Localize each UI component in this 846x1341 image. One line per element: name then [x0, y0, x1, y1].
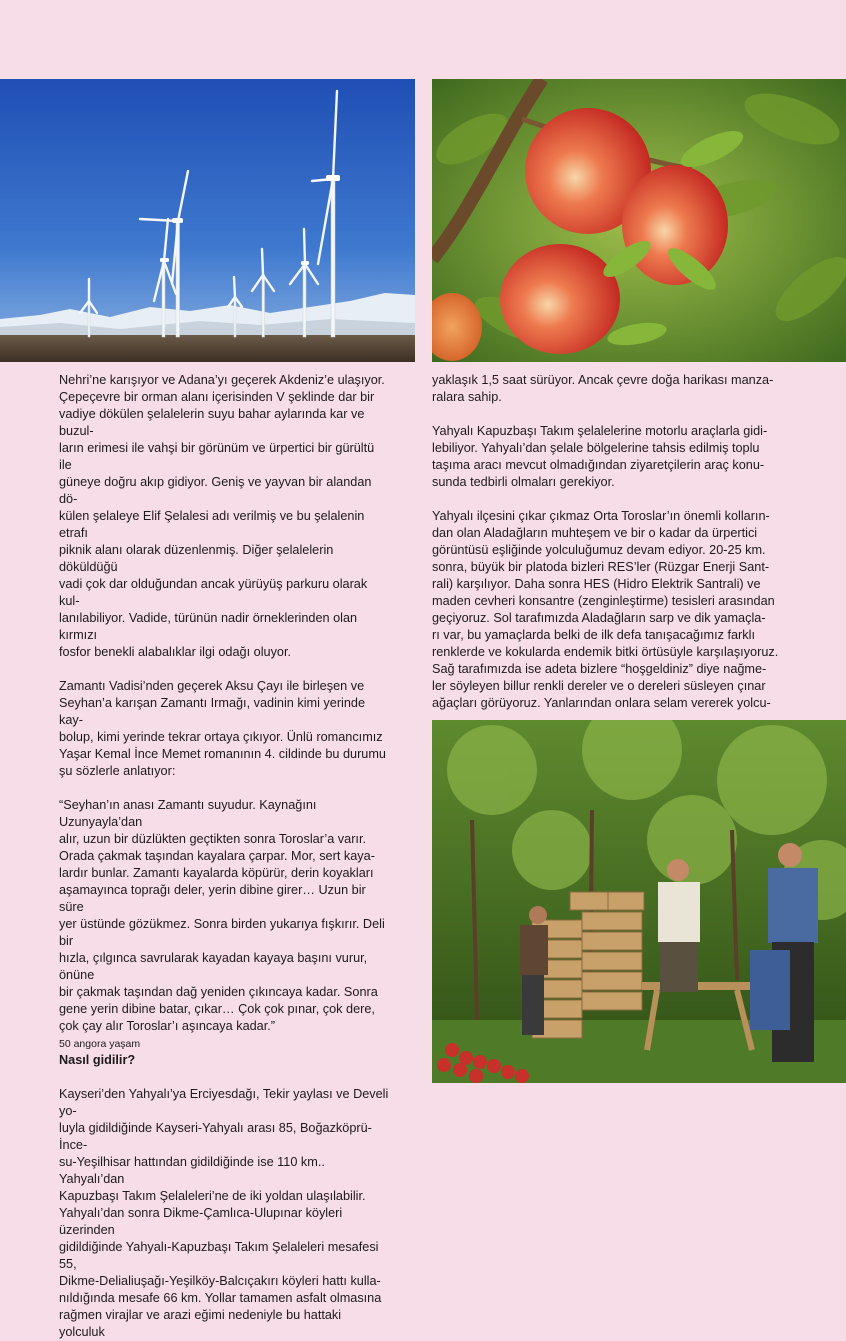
left-column [59, 372, 389, 1341]
wind-turbines-photo [0, 79, 415, 362]
right-column [432, 372, 790, 712]
right-paragraph-1: yaklaşık 1,5 saat sürüyor. Ancak çevre doğa harikası manza- ralara sahip. [432, 373, 774, 404]
wind-turbines-illustration [0, 79, 415, 362]
right-paragraph-2: Yahyalı Kapuzbaşı Takım şelalelerine motorlu araçlarla gidi- lebiliyor. Yahyalı’dan şelale bölgelerine tahsis edilmiş toplu taşıma aracı mevcut olmadığından ziyaretçilerin araç konu- sunda tedbirli olmaları gerekiyor. [432, 424, 768, 489]
apples-illustration [432, 79, 846, 362]
left-paragraph-1: Nehri’ne karışıyor ve Adana’yı geçerek Akdeniz’e ulaşıyor. Çepeçevre bir orman alanı içerisinden V şeklinde dar bir vadiye dökülen şelalelerin suyu bahar aylarında kar ve buzul- ların erimesi ile vahşi bir görünüm ve ürpertici bir gürültü ile güneye doğru akıp gidiyor. Geniş ve yayvan bir alandan dö- külen şelaleye Elif Şelalesi adı verilmiş ve bu şelalenin etrafı piknik alanı olarak düzenlenmiş. Diğer şelalelerin döküldüğü vadi çok dar olduğundan ancak yürüyüş parkuru olarak kul- lanılabiliyor. Vadide, türünün nadir örneklerinden olan kırmızı fosfor benekli alabalıklar ilgi odağı oluyor. [59, 373, 385, 659]
yasar-kemal-quote: “Seyhan’ın anası Zamantı suyudur. Kaynağını Uzunyayla’dan alır, uzun bir düzlükten geçtikten sonra Toroslar’a varır. Orada çakmak taşından kayalara çarpar. Mor, sert kaya- lardır bunlar. Zamantı kayalarda köpürür, derin koyakları aşamayınca toprağı deler, yerin dibine girer… Uzun bir süre yer üstünde gözükmez. Sonra birden yukarıya fışkırır. Deli bir hızla, çılgınca savrularak kayadan kayaya başını vurur, önüne bir çakmak taşından dağ yeniden çıkıncaya kadar. Sonra gene yerin dibine batar, çıkar… Çok çok pınar, çok dere, çok çay alır Toroslar’ı aşıncaya kadar.” [59, 798, 385, 1033]
apples-photo [432, 79, 846, 362]
how-to-get-there-heading: Nasıl gidilir? [59, 1053, 136, 1067]
left-paragraph-2: Zamantı Vadisi’nden geçerek Aksu Çayı ile birleşen ve Seyhan’a karışan Zamantı Irmağı, vadinin kimi yerinde kay- bolup, kimi yerinde tekrar ortaya çıkıyor. Ünlü romancımız Yaşar Kemal İnce Memet romanının 4. cildinde bu durumu şu sözlerle anlatıyor: [59, 679, 386, 778]
orchard-harvest-photo [432, 720, 846, 1083]
left-paragraph-3: Kayseri’den Yahyalı’ya Erciyesdağı, Tekir yaylası ve Develi yo- luyla gidildiğinde Kayseri-Yahyalı arası 85, Boğazköprü-İnce- su-Yeşilhisar hattından gidildiğinde ise 110 km.. Yahyalı’dan Kapuzbaşı Takım Şelaleleri’ne de iki yoldan ulaşılabilir. Yahyalı’dan sonra Dikme-Çamlıca-Ulupınar köyleri üzerinden gidildiğinde Yahyalı-Kapuzbaşı Takım Şelaleleri mesafesi 55, Dikme-Delialiuşağı-Yeşilköy-Balcıçakırı köyleri hattı kulla- nıldığında mesafe 66 km. Yollar tamamen asfalt olmasına rağmen virajlar ve arazi eğimi nedeniyle bu hattaki yolculuk [59, 1087, 389, 1339]
page-footer [59, 1038, 140, 1050]
right-paragraph-3: Yahyalı ilçesini çıkar çıkmaz Orta Toroslar’ın önemli kolların- dan olan Aladağların muhteşem ve bir o kadar da ürpertici görüntüsü eşliğinde yolculuğumuz devam ediyor. 20-25 km. sonra, büyük bir platoda bizleri RES’ler (Rüzgar Enerji Sant- rali) karşılıyor. Daha sonra HES (Hidro Elektrik Santrali) ve maden cevheri konsantre (zenginleştirme) tesisleri arasından geçiyoruz. Sol tarafımızda Aladağların sarp ve dik yamaçla- rı var, bu yamaçlarda belki de ilk defa tanışacağımız farklı renklerde ve kokularda endemik bitki örtüsüyle karşılaşıyoruz. Sağ tarafımızda ise adeta bizlere “hoşgeldiniz” diye nağme- ler söyleyen billur renkli dereler ve o dereleri süsleyen çınar ağaçları görüyoruz. Yanlarından onlara selam vererek yolcu- [432, 509, 779, 710]
page-number-label: 50 angora yaşam [59, 1038, 141, 1050]
orchard-illustration [432, 720, 846, 1083]
